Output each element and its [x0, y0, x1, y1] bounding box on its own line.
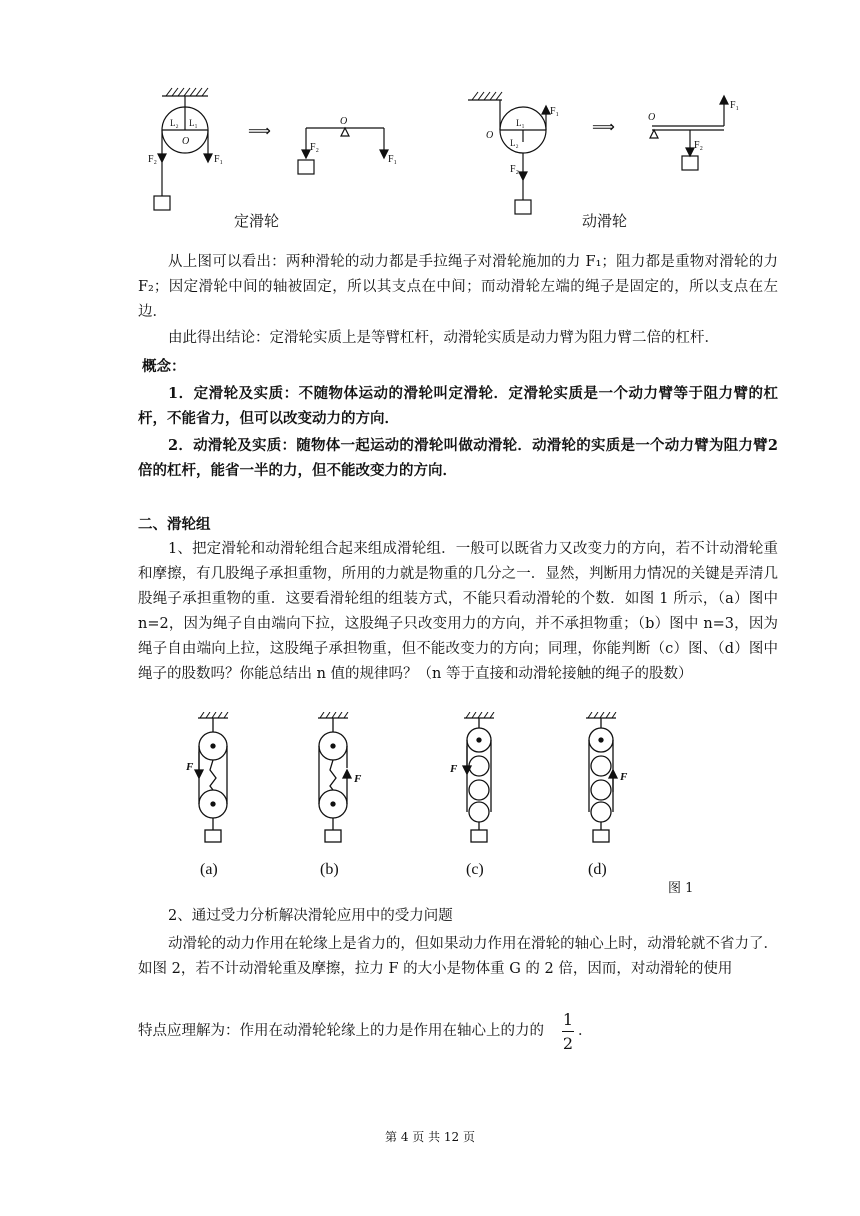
movable-pulley-caption: 动滑轮	[582, 212, 628, 230]
label-F2-lever-right: F₂	[694, 140, 704, 151]
implies-arrow-right: ⟹	[592, 119, 615, 136]
label-O-right: O	[486, 130, 494, 141]
label-O-left: O	[182, 136, 190, 147]
label-O-lever-right: O	[648, 112, 656, 123]
label-L1-right: L₁	[516, 118, 525, 128]
label-F2-right: F₂	[510, 164, 520, 175]
force-label-a: F	[186, 761, 194, 773]
label-O-lever-left: O	[340, 116, 348, 127]
subfig-label-d: (d)	[588, 861, 607, 878]
label-F2-lever-left: F₂	[310, 142, 320, 153]
pulley-block-d	[586, 712, 617, 842]
pulley-block-a	[195, 712, 228, 842]
fraction-bar	[562, 1031, 574, 1032]
paragraph-conclusion-fraction	[138, 1018, 544, 1044]
paragraph-force-analysis: 动滑轮的动力作用在轮缘上是省力的，但如果动力作用在滑轮的轴心上时，动滑轮就不省力了．如图 2，若不计动滑轮重及摩擦，拉力 F 的大小是物体重 G 的 2 倍，因而，对动滑轮的使用	[138, 936, 778, 977]
fraction-sentence: 特点应理解为：作用在动滑轮轮缘上的力是作用在轴心上的力的	[138, 1023, 544, 1039]
label-L1: L₁	[189, 118, 198, 128]
pulley-block-b	[318, 712, 351, 842]
pulley-block-c	[463, 712, 494, 842]
fraction-one-half	[562, 1010, 574, 1053]
section-heading-pulley-block: 二、滑轮组	[138, 516, 211, 533]
fixed-pulley-diagram	[154, 88, 212, 210]
paragraph-pulley-block: 1、把定滑轮和动滑轮组合起来组成滑轮组．一般可以既省力又改变力的方向，若不计动滑轮重和摩擦，有几股绳子承担重物，所用的力就是物重的几分之一．显然，判断用力情况的关键是弄清几股绳子承担重物的重．这要看滑轮组的组装方式，不能只看动滑轮的个数．如图 1 所示，（a）图中 n=2，因为绳子自由端向下拉，这股绳子只改变用力的方向，并不承担物重；（b）图中 n=3，因为绳子自由端向上拉，这股绳子承担物重，但不能改变力的方向；同理，你能判断（c）图、（d）图中绳子的股数吗？你能总结出 n 值的规律吗？（n 等于直接和动滑轮接触的绳子的股数）	[138, 541, 778, 682]
concept-movable-pulley: 2．动滑轮及实质：随物体一起运动的滑轮叫做动滑轮．动滑轮的实质是一个动力臂为阻力臂2倍的杠杆，能省一半的力，但不能改变力的方向．	[138, 437, 778, 479]
movable-pulley-diagram	[468, 92, 550, 214]
label-L2-right: L₂	[510, 138, 519, 148]
label-F1-lever-right: F₁	[730, 100, 740, 111]
concept-fixed-pulley: 1．定滑轮及实质：不随物体运动的滑轮叫定滑轮．定滑轮实质是一个动力臂等于阻力臂的杠杆，不能省力，但可以改变动力的方向．	[138, 385, 778, 427]
fixed-pulley-caption: 定滑轮	[234, 212, 280, 230]
label-L2: L₂	[170, 118, 179, 128]
pulley-block-figure	[160, 712, 720, 894]
force-label-b: F	[354, 773, 362, 785]
implies-arrow-left: ⟹	[248, 123, 271, 140]
force-label-c: F	[450, 763, 458, 775]
fraction-period: ．	[578, 1023, 593, 1039]
subfig-label-b: (b)	[320, 861, 339, 878]
pulley-lever-figure	[130, 84, 770, 242]
fraction-denominator: 2	[562, 1034, 574, 1053]
double-arm-lever-diagram	[650, 96, 728, 170]
page-footer: 第 4 页 共 12 页	[385, 1130, 475, 1144]
subfig-label-a: (a)	[200, 861, 218, 878]
paragraph-conclusion: 由此得出结论：定滑轮实质上是等臂杠杆，动滑轮实质是动力臂为阻力臂二倍的杠杆．	[168, 330, 719, 346]
figure1-caption: 图 1	[668, 881, 694, 896]
concept-heading: 概念：	[142, 358, 186, 375]
label-F2-left: F₂	[148, 154, 158, 165]
label-F1-left: F₁	[214, 154, 224, 165]
label-F1-lever-left: F₁	[388, 154, 398, 165]
paragraph-force-analysis-title: 2、通过受力分析解决滑轮应用中的受力问题	[168, 908, 453, 924]
force-label-d: F	[620, 771, 628, 783]
subfig-label-c: (c)	[466, 861, 484, 878]
fraction-numerator: 1	[562, 1010, 574, 1029]
label-F1-right: F₁	[550, 106, 560, 117]
paragraph-analysis: 从上图可以看出：两种滑轮的动力都是手拉绳子对滑轮施加的力 F₁；阻力都是重物对滑轮的力 F₂；因定滑轮中间的轴被固定，所以其支点在中间；而动滑轮左端的绳子是固定的，所以支点在左边．	[138, 254, 778, 320]
